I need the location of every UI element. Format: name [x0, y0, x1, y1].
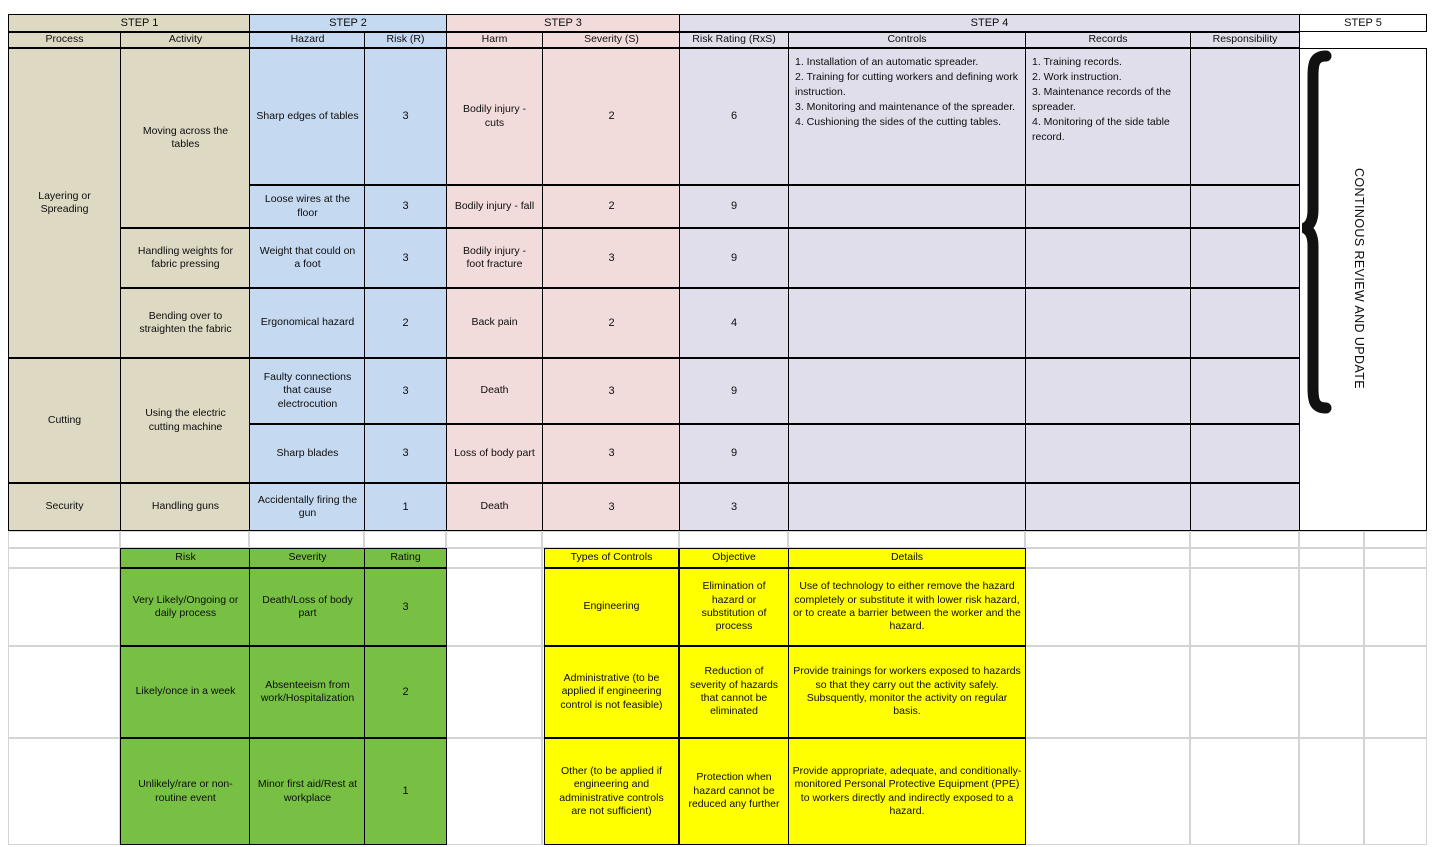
empty-grid-cell[interactable]	[1364, 646, 1427, 738]
step-1-header: STEP 1	[8, 14, 271, 32]
cell-risk-r2[interactable]: 3	[364, 228, 447, 288]
empty-grid-cell[interactable]	[542, 531, 679, 548]
empty-grid-cell[interactable]	[1364, 738, 1427, 845]
controls-legend-cell-type-r1[interactable]: Administrative (to be applied if engineering control is not feasible)	[544, 646, 679, 738]
empty-grid-cell[interactable]	[1299, 646, 1364, 738]
column-header-process: Process	[8, 32, 121, 48]
cell-activity-r3[interactable]: Bending over to straighten the fabric	[120, 288, 251, 358]
empty-grid-cell[interactable]	[1190, 548, 1299, 568]
cell-severity-r6[interactable]: 3	[542, 483, 681, 531]
empty-grid-cell[interactable]	[8, 548, 120, 568]
cell-harm-r6[interactable]: Death	[446, 483, 543, 531]
column-header-severity: Severity (S)	[542, 32, 681, 48]
cell-records-r6[interactable]	[1025, 483, 1191, 531]
empty-grid-cell[interactable]	[249, 531, 364, 548]
cell-severity-r0[interactable]: 2	[542, 48, 681, 185]
cell-activity-r4[interactable]: Using the electric cutting machine	[120, 358, 251, 483]
cell-risk-r0[interactable]: 3	[364, 48, 447, 185]
cell-severity-r4[interactable]: 3	[542, 358, 681, 424]
cell-risk-rating-r2[interactable]: 9	[679, 228, 789, 288]
empty-grid-cell[interactable]	[1299, 531, 1364, 548]
empty-grid-cell[interactable]	[446, 646, 542, 738]
column-header-hazard: Hazard	[249, 32, 366, 48]
cell-hazard-r3[interactable]: Ergonomical hazard	[249, 288, 366, 358]
cell-responsibility-r3[interactable]	[1190, 288, 1300, 358]
step-3-header: STEP 3	[446, 14, 680, 32]
cell-records-r5[interactable]	[1025, 424, 1191, 483]
cell-harm-r2[interactable]: Bodily injury - foot fracture	[446, 228, 543, 288]
empty-grid-cell[interactable]	[1190, 531, 1299, 548]
cell-controls-r0[interactable]: 1. Installation of an automatic spreader. 2. Training for cutting workers and defining work instruction. 3. Monitoring and maintenance of the spreader. 4. Cushioning the sides of the cutting tables.	[788, 48, 1026, 185]
cell-activity-r6[interactable]: Handling guns	[120, 483, 251, 531]
cell-hazard-r4[interactable]: Faulty connections that cause electrocution	[249, 358, 366, 424]
cell-risk-r1[interactable]: 3	[364, 185, 447, 228]
cell-responsibility-r6[interactable]	[1190, 483, 1300, 531]
column-header-records: Records	[1025, 32, 1191, 48]
empty-grid-cell[interactable]	[1025, 738, 1190, 845]
cell-hazard-r0[interactable]: Sharp edges of tables	[249, 48, 366, 185]
cell-harm-r1[interactable]: Bodily injury - fall	[446, 185, 543, 228]
step-5-header: STEP 5	[1299, 14, 1427, 32]
cell-risk-r5[interactable]: 3	[364, 424, 447, 483]
cell-harm-r5[interactable]: Loss of body part	[446, 424, 543, 483]
cell-process-r6[interactable]: Security	[8, 483, 121, 531]
controls-legend-header-details: Details	[788, 548, 1026, 568]
rating-legend-header-rating: Rating	[364, 548, 447, 568]
cell-controls-r3[interactable]	[788, 288, 1026, 358]
rating-legend-cell-rating-r2[interactable]: 1	[364, 738, 447, 845]
column-header-activity: Activity	[120, 32, 251, 48]
cell-risk-r4[interactable]: 3	[364, 358, 447, 424]
cell-responsibility-r0[interactable]	[1190, 48, 1300, 185]
empty-grid-cell[interactable]	[1299, 738, 1364, 845]
cell-process-r0[interactable]: Layering or Spreading	[8, 48, 121, 358]
cell-risk-rating-r4[interactable]: 9	[679, 358, 789, 424]
empty-grid-cell[interactable]	[120, 531, 249, 548]
empty-grid-cell[interactable]	[1190, 568, 1299, 646]
cell-records-r4[interactable]	[1025, 358, 1191, 424]
rating-legend-cell-severity-r1[interactable]: Absenteeism from work/Hospitalization	[249, 646, 366, 738]
empty-grid-cell[interactable]	[446, 568, 542, 646]
cell-process-r4[interactable]: Cutting	[8, 358, 121, 483]
controls-legend-header-objective: Objective	[679, 548, 789, 568]
empty-grid-cell[interactable]	[1299, 568, 1364, 646]
empty-grid-cell[interactable]	[1364, 568, 1427, 646]
controls-legend-header-types-of-controls: Types of Controls	[544, 548, 679, 568]
cell-controls-r6[interactable]	[788, 483, 1026, 531]
cell-risk-rating-r3[interactable]: 4	[679, 288, 789, 358]
cell-hazard-r6[interactable]: Accidentally firing the gun	[249, 483, 366, 531]
cell-records-r0[interactable]: 1. Training records. 2. Work instruction. 3. Maintenance records of the spreader. 4. Monitoring of the side table record.	[1025, 48, 1191, 185]
column-header-responsibility: Responsibility	[1190, 32, 1300, 48]
cell-controls-r2[interactable]	[788, 228, 1026, 288]
empty-grid-cell[interactable]	[1025, 646, 1190, 738]
cell-responsibility-r2[interactable]	[1190, 228, 1300, 288]
cell-risk-rating-r1[interactable]: 9	[679, 185, 789, 228]
step-2-header: STEP 2	[249, 14, 447, 32]
cell-activity-r0[interactable]: Moving across the tables	[120, 48, 251, 228]
cell-responsibility-r4[interactable]	[1190, 358, 1300, 424]
cell-severity-r2[interactable]: 3	[542, 228, 681, 288]
cell-controls-r1[interactable]	[788, 185, 1026, 228]
empty-grid-cell[interactable]	[8, 531, 120, 548]
empty-grid-cell[interactable]	[446, 548, 542, 568]
empty-grid-cell[interactable]	[1299, 548, 1364, 568]
rating-legend-cell-risk-r1[interactable]: Likely/once in a week	[120, 646, 251, 738]
cell-records-r2[interactable]	[1025, 228, 1191, 288]
column-header-harm: Harm	[446, 32, 543, 48]
rating-legend-cell-severity-r2[interactable]: Minor first aid/Rest at workplace	[249, 738, 366, 845]
cell-risk-rating-r0[interactable]: 6	[679, 48, 789, 185]
controls-legend-cell-objective-r1[interactable]: Reduction of severity of hazards that cannot be eliminated	[679, 646, 789, 738]
empty-grid-cell[interactable]	[1025, 531, 1190, 548]
step-4-header: STEP 4	[679, 14, 1300, 32]
cell-risk-r3[interactable]: 2	[364, 288, 447, 358]
cell-harm-r4[interactable]: Death	[446, 358, 543, 424]
cell-responsibility-r5[interactable]	[1190, 424, 1300, 483]
rating-legend-cell-severity-r0[interactable]: Death/Loss of body part	[249, 568, 366, 646]
column-header-risk-rating: Risk Rating (RxS)	[679, 32, 789, 48]
empty-grid-cell[interactable]	[8, 646, 120, 738]
cell-severity-r3[interactable]: 2	[542, 288, 681, 358]
rating-legend-header-risk: Risk	[120, 548, 251, 568]
rating-legend-cell-risk-r2[interactable]: Unlikely/rare or non- routine event	[120, 738, 251, 845]
cell-harm-r0[interactable]: Bodily injury - cuts	[446, 48, 543, 185]
rating-legend-cell-risk-r0[interactable]: Very Likely/Ongoing or daily process	[120, 568, 251, 646]
column-header-risk: Risk (R)	[364, 32, 447, 48]
empty-grid-cell[interactable]	[446, 738, 542, 845]
controls-legend-cell-details-r0[interactable]: Use of technology to either remove the hazard completely or substitute it with lower risk hazard, or to create a barrier between the worker and the hazard.	[788, 568, 1026, 646]
controls-legend-cell-type-r0[interactable]: Engineering	[544, 568, 679, 646]
empty-grid-cell[interactable]	[1364, 548, 1427, 568]
controls-legend-cell-details-r1[interactable]: Provide trainings for workers exposed to hazards so that they carry out the activity safely. Subsquently, monitor the activity on regular basis.	[788, 646, 1026, 738]
cell-harm-r3[interactable]: Back pain	[446, 288, 543, 358]
step-5-rotated-label: CONTINOUS REVIEW AND UPDATE	[1352, 168, 1366, 390]
cell-hazard-r5[interactable]: Sharp blades	[249, 424, 366, 483]
cell-risk-rating-r6[interactable]: 3	[679, 483, 789, 531]
controls-legend-cell-objective-r2[interactable]: Protection when hazard cannot be reduced any further	[679, 738, 789, 845]
cell-severity-r1[interactable]: 2	[542, 185, 681, 228]
empty-grid-cell[interactable]	[364, 531, 446, 548]
empty-grid-cell[interactable]	[446, 531, 542, 548]
empty-grid-cell[interactable]	[1025, 568, 1190, 646]
empty-grid-cell[interactable]	[1364, 531, 1427, 548]
cell-hazard-r1[interactable]: Loose wires at the floor	[249, 185, 366, 228]
rating-legend-header-severity: Severity	[249, 548, 366, 568]
cell-records-r3[interactable]	[1025, 288, 1191, 358]
empty-grid-cell[interactable]	[8, 738, 120, 845]
controls-legend-cell-objective-r0[interactable]: Elimination of hazard or substitution of process	[679, 568, 789, 646]
controls-legend-cell-details-r2[interactable]: Provide appropriate, adequate, and conditionally-monitored Personal Protective Equipment (PPE) to workers directly and indirectly exposed to a hazard.	[788, 738, 1026, 845]
cell-controls-r4[interactable]	[788, 358, 1026, 424]
cell-controls-r5[interactable]	[788, 424, 1026, 483]
empty-grid-cell[interactable]	[8, 568, 120, 646]
cell-responsibility-r1[interactable]	[1190, 185, 1300, 228]
empty-grid-cell[interactable]	[1190, 646, 1299, 738]
cell-activity-r2[interactable]: Handling weights for fabric pressing	[120, 228, 251, 288]
rating-legend-cell-rating-r1[interactable]: 2	[364, 646, 447, 738]
empty-grid-cell[interactable]	[788, 531, 1025, 548]
cell-records-r1[interactable]	[1025, 185, 1191, 228]
controls-legend-cell-type-r2[interactable]: Other (to be applied if engineering and administrative controls are not sufficient)	[544, 738, 679, 845]
column-header-controls: Controls	[788, 32, 1026, 48]
rating-legend-cell-rating-r0[interactable]: 3	[364, 568, 447, 646]
cell-risk-rating-r5[interactable]: 9	[679, 424, 789, 483]
cell-hazard-r2[interactable]: Weight that could on a foot	[249, 228, 366, 288]
empty-grid-cell[interactable]	[679, 531, 788, 548]
empty-grid-cell[interactable]	[1025, 548, 1190, 568]
cell-severity-r5[interactable]: 3	[542, 424, 681, 483]
empty-grid-cell[interactable]	[1190, 738, 1299, 845]
cell-risk-r6[interactable]: 1	[364, 483, 447, 531]
